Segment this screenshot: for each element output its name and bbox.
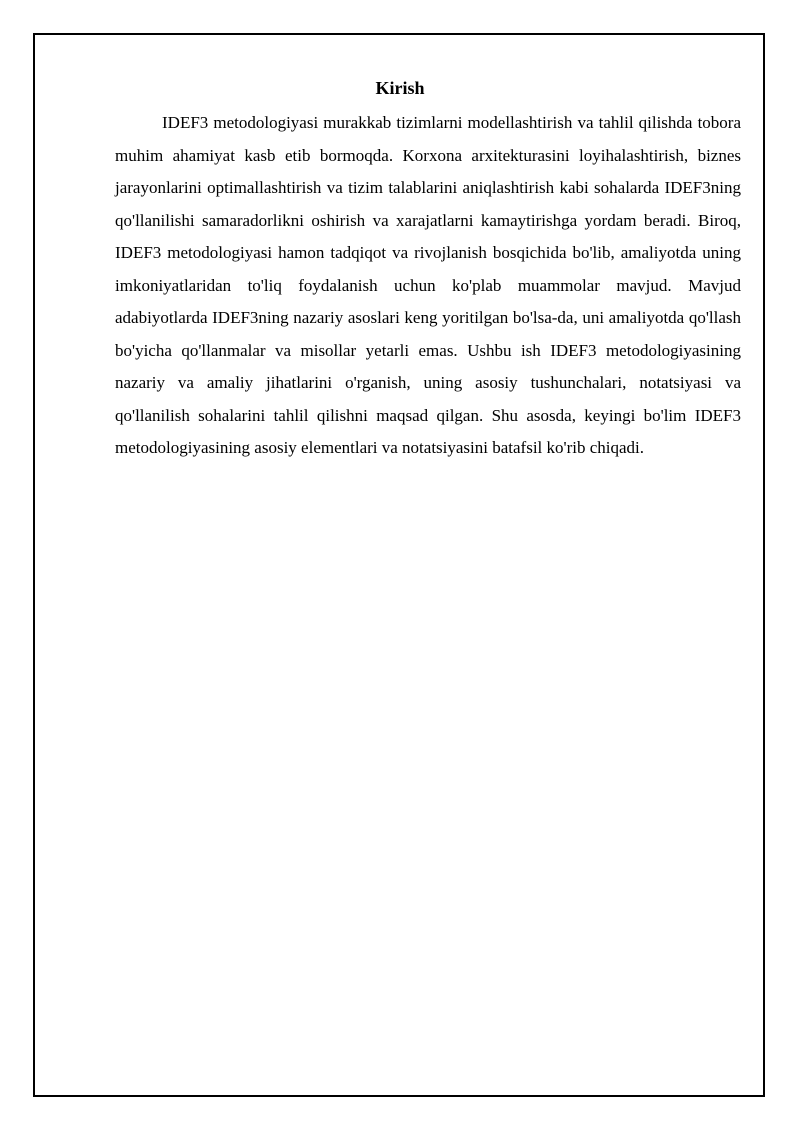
body-paragraph: IDEF3 metodologiyasi murakkab tizimlarni modellashtirish va tahlil qilishda tobora muhim ahamiyat kasb etib bormoqda. Korxona arxitekturasini loyihalashtirish, biznes jarayonlarini optimallashtirish va tizim talablarini aniqlashtirish kabi sohalarda IDEF3ning qo'llanilishi samaradorlikni oshirish va xarajatlarni kamaytirishga yordam beradi. Biroq, IDEF3 metodologiyasi hamon tadqiqot va rivojlanish bosqichida bo'lib, amaliyotda uning imkoniyatlaridan to'liq foydalanish uchun ko'plab muammolar mavjud. Mavjud adabiyotlarda IDEF3ning nazariy asoslari keng yoritilgan bo'lsa-da, uni amaliyotda qo'llash bo'yicha qo'llanmalar va misollar yetarli emas. Ushbu ish IDEF3 metodologiyasining nazariy va amaliy jihatlarini o'rganish, uning asosiy tushunchalari, notatsiyasi va qo'llanilish sohalarini tahlil qilishni maqsad qilgan. Shu asosda, keyingi bo'lim IDEF3 metodologiyasining asosiy elementlari va notatsiyasini batafsil ko'rib chiqadi.: [115, 113, 741, 457]
page-title: Kirish: [375, 78, 425, 98]
